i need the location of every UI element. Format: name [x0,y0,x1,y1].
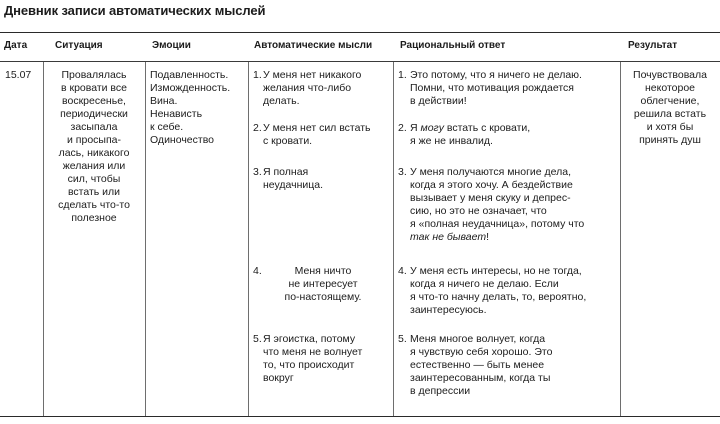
thought-number: 4. [253,265,262,277]
header-emotions: Эмоции [152,40,191,51]
emphasis-text: так не бывает [410,231,487,243]
header-separator [0,61,720,62]
thought-number: 3. [253,166,262,178]
header-rational: Рациональный ответ [400,40,506,51]
thought-text: У меня нет сил встать с кровати. [263,122,371,147]
table-top-border [0,32,720,33]
answer-number: 1. [398,69,407,81]
column-divider [620,62,621,416]
answer-text-end: встать с кровати, я же не инвалид. [410,122,531,147]
thought-text: Меня ничто не интересует по-настоящему. [284,265,362,303]
thought-text: Я эгоистка, потому что меня не волнует то, что происходит вокруг [263,333,363,384]
column-divider [43,62,44,416]
answer-number: 2. [398,122,407,134]
column-divider [248,62,249,416]
answer-text: Это потому, что я ничего не делаю. Помни, что мотивация рождается в действии! [410,69,582,107]
answer-number: 3. [398,166,407,178]
thought-text: Я полная неудачница. [263,166,324,191]
thought-number: 2. [253,122,262,134]
column-divider [145,62,146,416]
answer-text [410,122,530,148]
header-thoughts: Автоматические мысли [254,40,373,51]
page-title: Дневник записи автоматических мыслей [4,3,266,18]
thought-number: 1. [253,69,262,81]
header-situation: Ситуация [55,40,103,51]
entry-emotions: Подавленность. Изможденность. Вина. Ненависть к себе. Одиночество [150,69,231,146]
header-result: Результат [628,40,678,51]
entry-result: Почувствовала некоторое облегчение, решила встать и хотя бы принять душ [633,69,707,146]
answer-text-end: ! [486,231,489,243]
answer-text [410,166,584,244]
column-divider [393,62,394,416]
thought-number: 5. [253,333,262,345]
answer-text: Меня многое волнует, когда я чувствую себя хорошо. Это естественно — быть менее заинтересованным, когда ты в депрессии [410,333,553,397]
answer-text: У меня есть интересы, но не тогда, когда я ничего не делаю. Если я что-то начну делать, то, вероятно, заинтересуюсь. [410,265,587,316]
answer-number: 4. [398,265,407,277]
emphasis-text: могу [420,122,444,134]
thought-text: У меня нет никакого желания что-либо делать. [263,69,362,107]
answer-text-start: Я [410,122,421,134]
header-date: Дата [4,40,28,51]
entry-situation: Провалялась в кровати все воскресенье, периодически засыпала и просыпа- лась, никакого желания или сил, чтобы встать или сделать что-то полезное [58,69,130,224]
table-bottom-border [0,416,720,417]
answer-text-start: У меня получаются многие дела, когда я этого хочу. А бездействие вызывает у меня скуку и депрес- сию, но это не означает, что я «полная неудачница», потому что [410,166,585,230]
entry-date: 15.07 [5,69,32,81]
answer-number: 5. [398,333,407,345]
